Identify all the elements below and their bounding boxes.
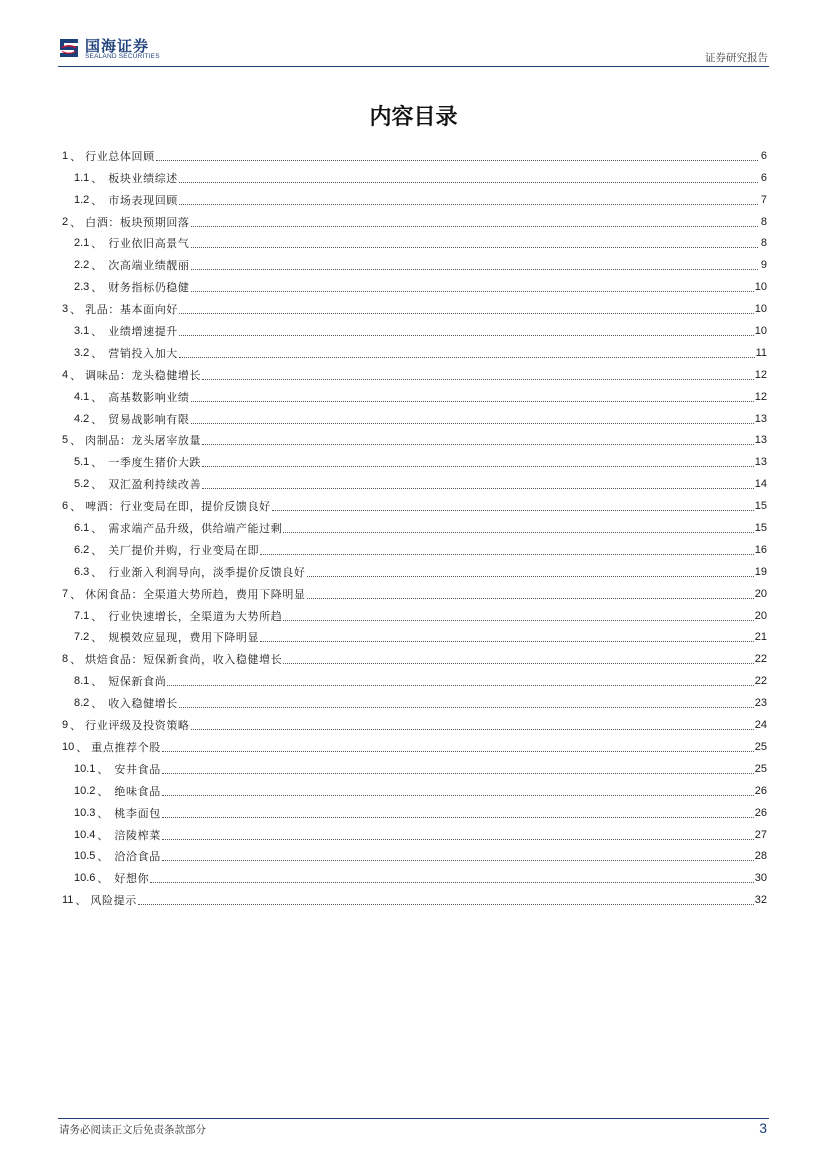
toc-dot-leader bbox=[162, 860, 754, 861]
footer-divider bbox=[58, 1118, 769, 1119]
toc-entry-separator: 、 bbox=[97, 784, 109, 798]
toc-dot-leader bbox=[260, 641, 754, 642]
toc-entry[interactable] bbox=[62, 404, 767, 426]
toc-entry-separator: 、 bbox=[91, 237, 103, 251]
toc-entry-number: 10.1 bbox=[74, 762, 96, 775]
toc-entry[interactable] bbox=[62, 535, 767, 557]
toc-entry-separator: 、 bbox=[91, 171, 103, 185]
toc-dot-leader bbox=[179, 335, 754, 336]
toc-entry[interactable] bbox=[62, 250, 767, 272]
toc-entry[interactable] bbox=[62, 513, 767, 535]
toc-entry-page: 26 bbox=[754, 806, 767, 819]
toc-entry-page: 10 bbox=[754, 303, 767, 316]
toc-dot-leader bbox=[202, 379, 754, 380]
toc-entry-title: 一季度生猪价大跌 bbox=[108, 456, 202, 470]
toc-entry-separator: 、 bbox=[70, 653, 82, 667]
toc-entry-number: 3.2 bbox=[74, 346, 90, 359]
toc-dot-leader bbox=[191, 226, 758, 227]
toc-entry-title: 市场表现回顾 bbox=[108, 193, 178, 207]
toc-entry-title: 双汇盈利持续改善 bbox=[108, 478, 202, 492]
toc-entry-number: 5.2 bbox=[74, 478, 90, 491]
toc-entry-separator: 、 bbox=[91, 281, 103, 295]
toc-entry-separator: 、 bbox=[91, 259, 103, 273]
toc-dot-leader bbox=[191, 423, 754, 424]
toc-dot-leader bbox=[260, 554, 754, 555]
toc-dot-leader bbox=[191, 269, 759, 270]
toc-entry-separator: 、 bbox=[91, 325, 103, 339]
toc-dot-leader bbox=[162, 773, 754, 774]
toc-entry[interactable] bbox=[62, 469, 767, 491]
toc-dot-leader bbox=[179, 204, 758, 205]
toc-entry-number: 8.1 bbox=[74, 675, 90, 688]
toc-entry-page: 32 bbox=[754, 894, 767, 907]
toc-entry-separator: 、 bbox=[91, 346, 103, 360]
toc-entry-number: 10.2 bbox=[74, 784, 96, 797]
toc-dot-leader bbox=[167, 685, 753, 686]
toc-entry[interactable] bbox=[62, 229, 767, 251]
toc-entry-separator: 、 bbox=[91, 193, 103, 207]
toc-entry[interactable] bbox=[62, 338, 767, 360]
toc-entry-title: 收入稳健增长 bbox=[108, 697, 178, 711]
toc-dot-leader bbox=[202, 444, 754, 445]
toc-entry-page: 20 bbox=[754, 587, 767, 600]
toc-dot-leader bbox=[191, 247, 759, 248]
toc-entry-title: 行业总体回顾 bbox=[85, 149, 155, 163]
toc-entry-separator: 、 bbox=[70, 368, 82, 382]
toc-entry[interactable] bbox=[62, 207, 767, 229]
toc-entry[interactable] bbox=[62, 447, 767, 469]
toc-entry[interactable] bbox=[62, 360, 767, 382]
toc-entry[interactable] bbox=[62, 557, 767, 579]
toc-entry[interactable] bbox=[62, 644, 767, 666]
toc-entry-separator: 、 bbox=[91, 522, 103, 536]
toc-entry-separator: 、 bbox=[70, 587, 82, 601]
toc-entry[interactable] bbox=[62, 842, 767, 864]
toc-entry[interactable] bbox=[62, 185, 767, 207]
toc-entry[interactable] bbox=[62, 316, 767, 338]
toc-entry-number: 2.2 bbox=[74, 259, 90, 272]
toc-entry-page: 30 bbox=[754, 872, 767, 885]
toc-entry-separator: 、 bbox=[75, 894, 87, 908]
toc-entry-separator: 、 bbox=[91, 675, 103, 689]
toc-dot-leader bbox=[150, 882, 754, 883]
toc-entry-separator: 、 bbox=[91, 456, 103, 470]
toc-entry-number: 9 bbox=[62, 719, 69, 732]
toc-dot-leader bbox=[191, 291, 754, 292]
toc-entry[interactable] bbox=[62, 710, 767, 732]
toc-entry[interactable] bbox=[62, 798, 767, 820]
toc-entry-number: 1 bbox=[62, 149, 69, 162]
toc-entry-separator: 、 bbox=[97, 828, 109, 842]
toc-entry-page: 6 bbox=[760, 171, 767, 184]
logo-chinese-name: 国海证券 bbox=[85, 37, 150, 55]
toc-entry-separator: 、 bbox=[97, 762, 109, 776]
toc-entry-page: 8 bbox=[760, 237, 767, 250]
toc-entry-number: 7.1 bbox=[74, 609, 90, 622]
toc-entry-page: 26 bbox=[754, 784, 767, 797]
table-of-contents bbox=[62, 141, 767, 907]
toc-entry-separator: 、 bbox=[76, 740, 88, 754]
toc-entry-title: 肉制品：龙头屠宰放量 bbox=[85, 434, 202, 448]
toc-entry-separator: 、 bbox=[91, 609, 103, 623]
toc-entry-separator: 、 bbox=[91, 412, 103, 426]
toc-entry-page: 11 bbox=[755, 346, 767, 359]
toc-entry-title: 调味品：龙头稳健增长 bbox=[85, 368, 202, 382]
toc-entry-number: 3 bbox=[62, 303, 69, 316]
toc-entry-title: 高基数影响业绩 bbox=[108, 390, 190, 404]
toc-entry-page: 6 bbox=[760, 149, 767, 162]
toc-entry-page: 28 bbox=[754, 850, 767, 863]
toc-entry-title: 白酒：板块预期回落 bbox=[85, 215, 190, 229]
toc-entry-separator: 、 bbox=[97, 806, 109, 820]
toc-entry-page: 27 bbox=[754, 828, 767, 841]
toc-entry-title: 烘焙食品：短保新食尚，收入稳健增长 bbox=[85, 653, 283, 667]
toc-entry-page: 12 bbox=[754, 368, 767, 381]
toc-entry-number: 10.6 bbox=[74, 872, 96, 885]
toc-entry-title: 啤酒：行业变局在即，提价反馈良好 bbox=[85, 500, 271, 514]
toc-entry-title: 次高端业绩靓丽 bbox=[108, 259, 190, 273]
toc-entry[interactable] bbox=[62, 601, 767, 623]
toc-entry-number: 5.1 bbox=[74, 456, 90, 469]
toc-entry-number: 10.3 bbox=[74, 806, 96, 819]
toc-entry-number: 1.2 bbox=[74, 193, 90, 206]
toc-entry-title: 关厂提价并购，行业变局在即 bbox=[108, 543, 260, 557]
toc-entry-title: 重点推荐个股 bbox=[91, 740, 161, 754]
toc-dot-leader bbox=[162, 751, 754, 752]
toc-entry-page: 21 bbox=[754, 631, 767, 644]
toc-dot-leader bbox=[307, 598, 754, 599]
toc-entry[interactable] bbox=[62, 272, 767, 294]
toc-entry-number: 10.5 bbox=[74, 850, 96, 863]
toc-entry[interactable] bbox=[62, 863, 767, 885]
toc-entry-separator: 、 bbox=[70, 215, 82, 229]
toc-entry-title: 贸易战影响有限 bbox=[108, 412, 190, 426]
toc-entry-number: 10.4 bbox=[74, 828, 96, 841]
toc-entry-separator: 、 bbox=[91, 565, 103, 579]
toc-entry[interactable] bbox=[62, 141, 767, 163]
toc-entry-page: 19 bbox=[754, 565, 767, 578]
toc-entry-title: 需求端产品升级，供给端产能过剩 bbox=[108, 522, 283, 536]
toc-entry-page: 14 bbox=[754, 478, 767, 491]
toc-dot-leader bbox=[283, 663, 753, 664]
toc-entry-number: 6.2 bbox=[74, 543, 90, 556]
toc-entry-number: 7.2 bbox=[74, 631, 90, 644]
toc-entry-separator: 、 bbox=[70, 303, 82, 317]
toc-entry-title: 桃李面包 bbox=[114, 806, 161, 820]
toc-entry-number: 6.3 bbox=[74, 565, 90, 578]
footer-disclaimer: 请务必阅读正文后免责条款部分 bbox=[59, 1124, 206, 1136]
toc-entry-title: 安井食品 bbox=[114, 762, 161, 776]
toc-dot-leader bbox=[162, 795, 754, 796]
toc-entry-page: 22 bbox=[754, 653, 767, 666]
toc-dot-leader bbox=[283, 532, 753, 533]
toc-entry-page: 25 bbox=[754, 762, 767, 775]
page-number: 3 bbox=[759, 1120, 767, 1136]
toc-entry-page: 9 bbox=[760, 259, 767, 272]
toc-entry-page: 16 bbox=[754, 543, 767, 556]
toc-entry-number: 4.1 bbox=[74, 390, 90, 403]
toc-entry[interactable] bbox=[62, 491, 767, 513]
toc-entry-title: 绝味食品 bbox=[114, 784, 161, 798]
toc-entry-title: 涪陵榨菜 bbox=[114, 828, 161, 842]
toc-entry[interactable] bbox=[62, 776, 767, 798]
toc-dot-leader bbox=[179, 707, 754, 708]
toc-dot-leader bbox=[162, 817, 754, 818]
toc-entry-separator: 、 bbox=[97, 850, 109, 864]
toc-entry-number: 5 bbox=[62, 434, 69, 447]
toc-entry[interactable] bbox=[62, 426, 767, 448]
toc-dot-leader bbox=[272, 510, 754, 511]
toc-dot-leader bbox=[156, 160, 758, 161]
report-type-label: 证券研究报告 bbox=[705, 52, 768, 64]
toc-entry-number: 6 bbox=[62, 500, 69, 513]
toc-entry-page: 13 bbox=[754, 456, 767, 469]
toc-entry-title: 洽洽食品 bbox=[114, 850, 161, 864]
toc-entry-number: 7 bbox=[62, 587, 69, 600]
toc-entry-title: 业绩增速提升 bbox=[108, 325, 178, 339]
toc-entry[interactable] bbox=[62, 163, 767, 185]
toc-entry-page: 20 bbox=[754, 609, 767, 622]
toc-dot-leader bbox=[202, 488, 754, 489]
toc-dot-leader bbox=[162, 839, 754, 840]
toc-dot-leader bbox=[283, 620, 753, 621]
page-header bbox=[0, 0, 827, 70]
toc-entry-number: 2 bbox=[62, 215, 69, 228]
toc-entry-separator: 、 bbox=[91, 697, 103, 711]
toc-entry[interactable] bbox=[62, 754, 767, 776]
logo-english-name: SEALAND SECURITIES bbox=[85, 53, 160, 60]
toc-entry-page: 22 bbox=[754, 675, 767, 688]
toc-entry-title: 营销投入加大 bbox=[108, 346, 178, 360]
toc-entry[interactable] bbox=[62, 732, 767, 754]
toc-entry-number: 8.2 bbox=[74, 697, 90, 710]
toc-dot-leader bbox=[202, 466, 754, 467]
toc-entry-page: 13 bbox=[754, 412, 767, 425]
toc-entry-page: 8 bbox=[760, 215, 767, 228]
toc-entry-number: 4 bbox=[62, 368, 69, 381]
sealand-logo-icon bbox=[58, 36, 80, 60]
toc-entry[interactable] bbox=[62, 820, 767, 842]
toc-entry-title: 好想你 bbox=[114, 872, 150, 886]
toc-entry[interactable] bbox=[62, 885, 767, 907]
toc-dot-leader bbox=[179, 182, 758, 183]
toc-dot-leader bbox=[191, 729, 754, 730]
toc-entry-page: 7 bbox=[760, 193, 767, 206]
toc-entry-title: 行业依旧高景气 bbox=[108, 237, 190, 251]
toc-entry-page: 24 bbox=[754, 719, 767, 732]
toc-dot-leader bbox=[179, 313, 754, 314]
toc-entry-number: 2.1 bbox=[74, 237, 90, 250]
toc-entry-number: 4.2 bbox=[74, 412, 90, 425]
toc-entry-number: 3.1 bbox=[74, 325, 90, 338]
toc-entry-title: 乳品：基本面向好 bbox=[85, 303, 178, 317]
toc-entry-page: 12 bbox=[754, 390, 767, 403]
toc-entry-separator: 、 bbox=[70, 434, 82, 448]
toc-entry-title: 行业快速增长，全渠道为大势所趋 bbox=[108, 609, 283, 623]
toc-entry-separator: 、 bbox=[70, 719, 82, 733]
toc-entry-separator: 、 bbox=[70, 500, 82, 514]
toc-entry[interactable] bbox=[62, 688, 767, 710]
toc-entry[interactable] bbox=[62, 579, 767, 601]
toc-entry-separator: 、 bbox=[91, 543, 103, 557]
toc-entry-number: 1.1 bbox=[74, 171, 90, 184]
toc-entry-title: 风险提示 bbox=[90, 894, 137, 908]
toc-entry[interactable] bbox=[62, 666, 767, 688]
toc-entry-separator: 、 bbox=[91, 478, 103, 492]
toc-entry-title: 财务指标仍稳健 bbox=[108, 281, 190, 295]
toc-entry-page: 23 bbox=[754, 697, 767, 710]
toc-entry-page: 10 bbox=[754, 281, 767, 294]
toc-entry[interactable] bbox=[62, 623, 767, 645]
page-title: 内容目录 bbox=[369, 104, 458, 130]
toc-dot-leader bbox=[138, 904, 754, 905]
toc-entry-page: 10 bbox=[754, 325, 767, 338]
toc-entry-page: 25 bbox=[754, 740, 767, 753]
toc-entry-page: 13 bbox=[754, 434, 767, 447]
toc-entry-title: 行业评级及投资策略 bbox=[85, 719, 190, 733]
toc-dot-leader bbox=[179, 357, 755, 358]
header-divider bbox=[58, 66, 769, 67]
toc-dot-leader bbox=[191, 401, 754, 402]
toc-entry-separator: 、 bbox=[91, 390, 103, 404]
toc-entry-page: 15 bbox=[754, 500, 767, 513]
toc-entry-title: 板块业绩综述 bbox=[108, 171, 178, 185]
toc-entry-title: 行业渐入利润导向，淡季提价反馈良好 bbox=[108, 565, 306, 579]
toc-dot-leader bbox=[307, 576, 754, 577]
toc-entry-number: 8 bbox=[62, 653, 69, 666]
toc-entry-number: 11 bbox=[62, 894, 74, 907]
toc-entry-separator: 、 bbox=[91, 631, 103, 645]
toc-entry-title: 规模效应显现，费用下降明显 bbox=[108, 631, 260, 645]
toc-entry[interactable] bbox=[62, 382, 767, 404]
toc-entry-number: 10 bbox=[62, 740, 75, 753]
toc-entry-number: 2.3 bbox=[74, 281, 90, 294]
toc-entry-separator: 、 bbox=[70, 149, 82, 163]
toc-entry-number: 6.1 bbox=[74, 522, 90, 535]
toc-entry-separator: 、 bbox=[97, 872, 109, 886]
toc-entry-page: 15 bbox=[754, 522, 767, 535]
toc-entry-title: 休闲食品：全渠道大势所趋，费用下降明显 bbox=[85, 587, 306, 601]
toc-entry[interactable] bbox=[62, 294, 767, 316]
toc-entry-title: 短保新食尚 bbox=[108, 675, 167, 689]
